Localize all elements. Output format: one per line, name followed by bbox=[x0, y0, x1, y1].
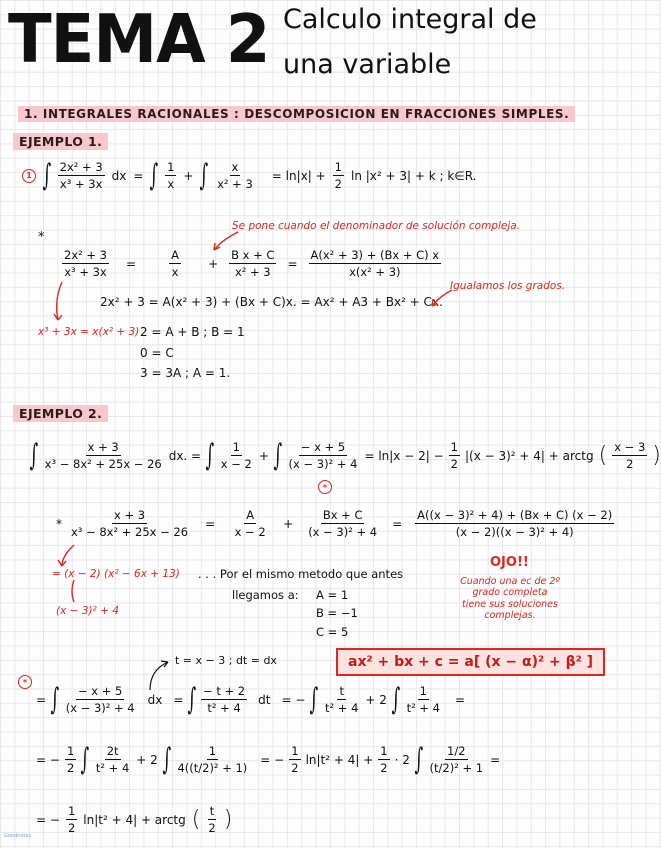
solution-c: C = 5 bbox=[316, 625, 349, 639]
fraction: $\frac{1}{2}$ bbox=[450, 440, 458, 471]
footer-brand: Goodnotes bbox=[4, 833, 32, 839]
paren-open: ( bbox=[598, 443, 608, 468]
section-heading: 1. INTEGRALES RACIONALES : DESCOMPOSICION EN FRACCIONES SIMPLES. bbox=[18, 106, 575, 122]
star-circle-marker: * bbox=[18, 675, 32, 689]
plus: + bbox=[208, 256, 219, 271]
dx: dx bbox=[111, 168, 127, 183]
equals: = bbox=[490, 752, 501, 767]
ejemplo-2-label: EJEMPLO 2. bbox=[13, 405, 108, 422]
system-line-1: 2 = A + B ; B = 1 bbox=[140, 325, 245, 339]
integral-sign: ∫ bbox=[205, 437, 215, 473]
equals: = bbox=[173, 692, 184, 707]
example-marker: 1 bbox=[22, 169, 36, 183]
system-line-2: 0 = C bbox=[140, 346, 174, 360]
integral-sign: ∫ bbox=[29, 437, 39, 473]
minus: = − bbox=[36, 812, 60, 827]
fraction: $\frac{A}{x}$ bbox=[171, 248, 179, 279]
note-grados: Igualamos los grados. bbox=[450, 280, 566, 292]
paren-close: ) bbox=[652, 443, 661, 468]
fraction: $\frac{- x + 5}{\text{(x − 3)² + 4}}$ bbox=[65, 684, 135, 715]
star-circle-marker: * bbox=[318, 480, 332, 494]
ln-part: ln|t² + 4| + bbox=[305, 752, 374, 767]
dt: dt bbox=[258, 692, 271, 707]
integral-sign: ∫ bbox=[187, 681, 197, 717]
times-two: · 2 bbox=[394, 752, 410, 767]
result-part: = ln|x| + bbox=[271, 168, 326, 183]
fraction: $\frac{\text{2x² + 3}}{\text{x³ + 3x}}$ bbox=[64, 248, 107, 279]
arrow-note-complex bbox=[214, 232, 238, 250]
equals: = bbox=[36, 692, 47, 707]
fraction: $\frac{1}{\text{t² + 4}}$ bbox=[406, 684, 440, 715]
fraction: $\frac{t}{2}$ bbox=[208, 804, 216, 835]
factor-note-1: = (x − 2) (x² − 6x + 13) bbox=[52, 568, 180, 580]
fraction: $\frac{\text{2x² + 3}}{\text{x³ + 3x}}$ bbox=[59, 160, 103, 191]
page-title-line2: una variable bbox=[283, 49, 452, 80]
equals: = bbox=[126, 256, 137, 271]
equals: = bbox=[133, 168, 144, 183]
dx: dx bbox=[147, 692, 163, 707]
fraction: $\frac{- t + 2}{\text{t² + 4}}$ bbox=[203, 684, 246, 715]
factor-note-2: (x − 3)² + 4 bbox=[56, 605, 119, 617]
fraction: $\frac{x + 3}{\text{x³ − 8x² + 25x − 26}}$ bbox=[44, 440, 162, 471]
substitution-note: t = x − 3 ; dt = dx bbox=[175, 654, 277, 667]
solution-a: A = 1 bbox=[316, 588, 349, 602]
fraction: $\frac{Bx + C}{\text{(x − 3)² + 4}}$ bbox=[308, 508, 378, 539]
result-part: ln |x² + 3| + k ; k∈R. bbox=[350, 168, 477, 183]
fraction: $\frac{x + 3}{\text{x³ − 8x² + 25x − 26}}$ bbox=[71, 508, 189, 539]
fraction: $\frac{1}{2}$ bbox=[291, 744, 299, 775]
integral-sign: ∫ bbox=[414, 741, 424, 777]
integral-sign: ∫ bbox=[149, 157, 159, 193]
fraction: $\frac{1}{2}$ bbox=[66, 744, 75, 775]
integral-sign: ∫ bbox=[199, 157, 209, 193]
integral-sign: ∫ bbox=[42, 157, 52, 193]
fraction: $\frac{\text{B x + C}}{\text{x² + 3}}$ bbox=[231, 248, 275, 279]
arrow-factor-3 bbox=[72, 580, 74, 602]
result-part: = ln|x − 2| − bbox=[364, 448, 444, 463]
dx: dx. = bbox=[168, 448, 202, 463]
equals: = bbox=[287, 256, 298, 271]
metodo-line-2: llegamos a: bbox=[232, 588, 299, 602]
fraction: $\frac{\text{A((x − 3)² + 4) + (Bx + C) (x − 2)}}{\text{(x − 2)((x − 3)² + 4)}}$ bbox=[417, 508, 613, 539]
fraction: $\frac{A}{x - 2}$ bbox=[234, 508, 266, 539]
equals: = bbox=[392, 516, 403, 531]
fraction: $\frac{t}{\text{t² + 4}}$ bbox=[325, 684, 359, 715]
equals: = bbox=[205, 516, 216, 531]
paren-open: ( bbox=[191, 807, 201, 832]
minus: = − bbox=[36, 752, 60, 767]
plus-two: + 2 bbox=[136, 752, 158, 767]
star-marker: * bbox=[56, 516, 62, 531]
paren-close: ) bbox=[223, 807, 233, 832]
system-line-3: 3 = 3A ; A = 1. bbox=[140, 366, 231, 380]
note-factor: x³ + 3x = x(x² + 3) bbox=[38, 326, 140, 338]
plus: + bbox=[258, 448, 269, 463]
formula-box: ax² + bx + c = a[ (x − α)² + β² ] bbox=[336, 648, 605, 676]
fraction: $\frac{2t}{\text{t² + 4}}$ bbox=[95, 744, 130, 775]
fraction: $\frac{1}{x}$ bbox=[167, 160, 175, 191]
fraction: $\frac{1}{2}$ bbox=[67, 804, 76, 835]
fraction: $\frac{x - 3}{2}$ bbox=[614, 440, 646, 471]
integral-sign: ∫ bbox=[80, 741, 90, 777]
note-complex: Se pone cuando el denominador de solución compleja. bbox=[232, 220, 521, 232]
ojo-title: OJO!! bbox=[490, 555, 529, 570]
fraction: $\frac{1}{2}$ bbox=[380, 744, 388, 775]
fraction: $\frac{1}{\text{4((t/2)² + 1)}}$ bbox=[177, 744, 248, 775]
fraction: $\frac{1/2}{\text{(t/2)² + 1}}$ bbox=[429, 744, 484, 775]
plus: + bbox=[283, 516, 294, 531]
metodo-line-1: . . . Por el mismo metodo que antes bbox=[198, 567, 404, 581]
fraction: $\frac{- x + 5}{\text{(x − 3)² + 4}}$ bbox=[288, 440, 358, 471]
result-part: |(x − 3)² + 4| + arctg bbox=[464, 448, 594, 463]
minus: = − bbox=[260, 752, 285, 767]
star-marker: * bbox=[38, 230, 45, 245]
ojo-text: Cuando una ec de 2º grado completa tiene sus soluciones complejas. bbox=[460, 576, 560, 622]
result-body: ln|t² + 4| + arctg bbox=[83, 812, 186, 827]
page-title-line1: Calculo integral de bbox=[283, 4, 537, 35]
ejemplo-1-label: EJEMPLO 1. bbox=[13, 133, 108, 150]
ejemplo1-expansion: 2x² + 3 = A(x² + 3) + (Bx + C)x. = Ax² + A3 + Bx² + Cx. bbox=[100, 295, 443, 309]
fraction: $\frac{1}{x - 2}$ bbox=[220, 440, 252, 471]
plus-two: + 2 bbox=[365, 692, 387, 707]
integral-sign: ∫ bbox=[50, 681, 60, 717]
minus: = − bbox=[281, 692, 306, 707]
plus: + bbox=[183, 168, 194, 183]
fraction: $\frac{1}{2}$ bbox=[334, 160, 342, 191]
arrow-grados bbox=[432, 290, 452, 306]
integral-sign: ∫ bbox=[309, 681, 319, 717]
solution-b: B = −1 bbox=[316, 606, 358, 620]
equals: = bbox=[454, 692, 466, 707]
fraction: $\frac{x}{\text{x² + 3}}$ bbox=[217, 160, 253, 191]
arrow-factor bbox=[57, 282, 62, 320]
integral-sign: ∫ bbox=[391, 681, 401, 717]
fraction: $\frac{\text{A(x² + 3) + (Bx + C) x}}{\text{x(x² + 3)}}$ bbox=[310, 248, 440, 279]
integral-sign: ∫ bbox=[162, 741, 171, 777]
integral-sign: ∫ bbox=[273, 437, 283, 473]
tema-title: TEMA 2 bbox=[8, 1, 270, 79]
